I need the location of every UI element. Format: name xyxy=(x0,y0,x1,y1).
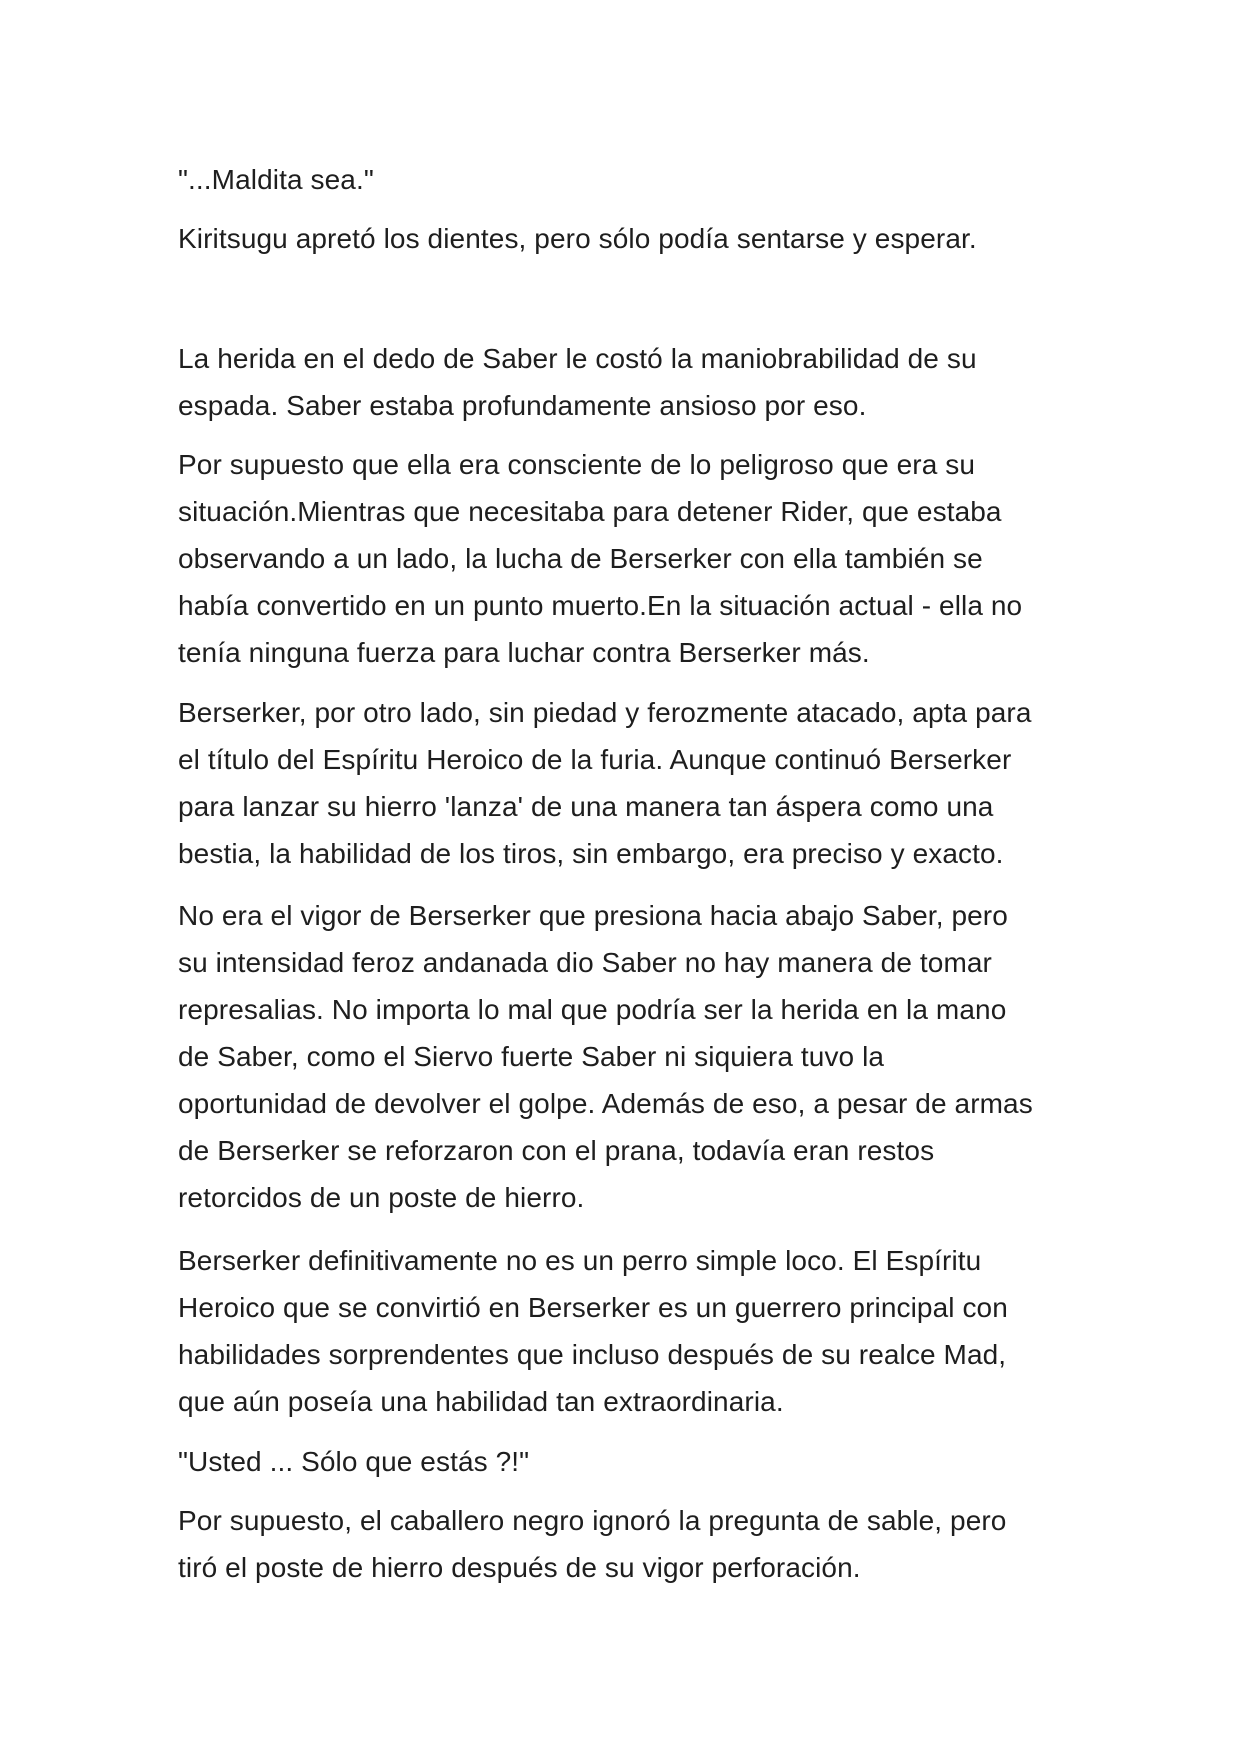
paragraph-dialogue-usted: "Usted ... Sólo que estás ?!" xyxy=(178,1446,530,1477)
paragraph-berserker-ataque: Berserker, por otro lado, sin piedad y ferozmente atacado, apta para el título del Espíritu Heroico de la furia. Aunque continuó Berserker para lanzar su hierro 'lanza' de una manera tan áspera como una bestia, la habilidad de los tiros, sin embargo, era preciso y exacto. xyxy=(178,697,1032,869)
paragraph-espiritu-heroico: Berserker definitivamente no es un perro simple loco. El Espíritu Heroico que se convirtió en Berserker es un guerrero principal con habilidades sorprendentes que incluso después de su realce Mad, que aún poseía una habilidad tan extraordinaria. xyxy=(178,1245,1008,1417)
paragraph-situacion: Por supuesto que ella era consciente de lo peligroso que era su situación.Mientras que necesitaba para detener Rider, que estaba observando a un lado, la lucha de Berserker con ella también se había convertido en un punto muerto.En la situación actual - ella no tenía ninguna fuerza para luchar contra Berserker más. xyxy=(178,449,1023,668)
paragraph-dialogue-maldita: "...Maldita sea." xyxy=(178,164,374,195)
paragraph-kiritsugu: Kiritsugu apretó los dientes, pero sólo podía sentarse y esperar. xyxy=(178,223,977,254)
paragraph-vigor: No era el vigor de Berserker que presiona hacia abajo Saber, pero su intensidad feroz andanada dio Saber no hay manera de tomar represalias. No importa lo mal que podría ser la herida en la mano de Saber, como el Siervo fuerte Saber ni siquiera tuvo la oportunidad de devolver el golpe. Además de eso, a pesar de armas de Berserker se reforzaron con el prana, todavía eran restos retorcidos de un poste de hierro. xyxy=(178,900,1033,1213)
paragraph-herida: La herida en el dedo de Saber le costó la maniobrabilidad de su espada. Saber estaba profundamente ansioso por eso. xyxy=(178,343,977,421)
paragraph-caballero-negro: Por supuesto, el caballero negro ignoró la pregunta de sable, pero tiró el poste de hierro después de su vigor perforación. xyxy=(178,1505,1007,1583)
